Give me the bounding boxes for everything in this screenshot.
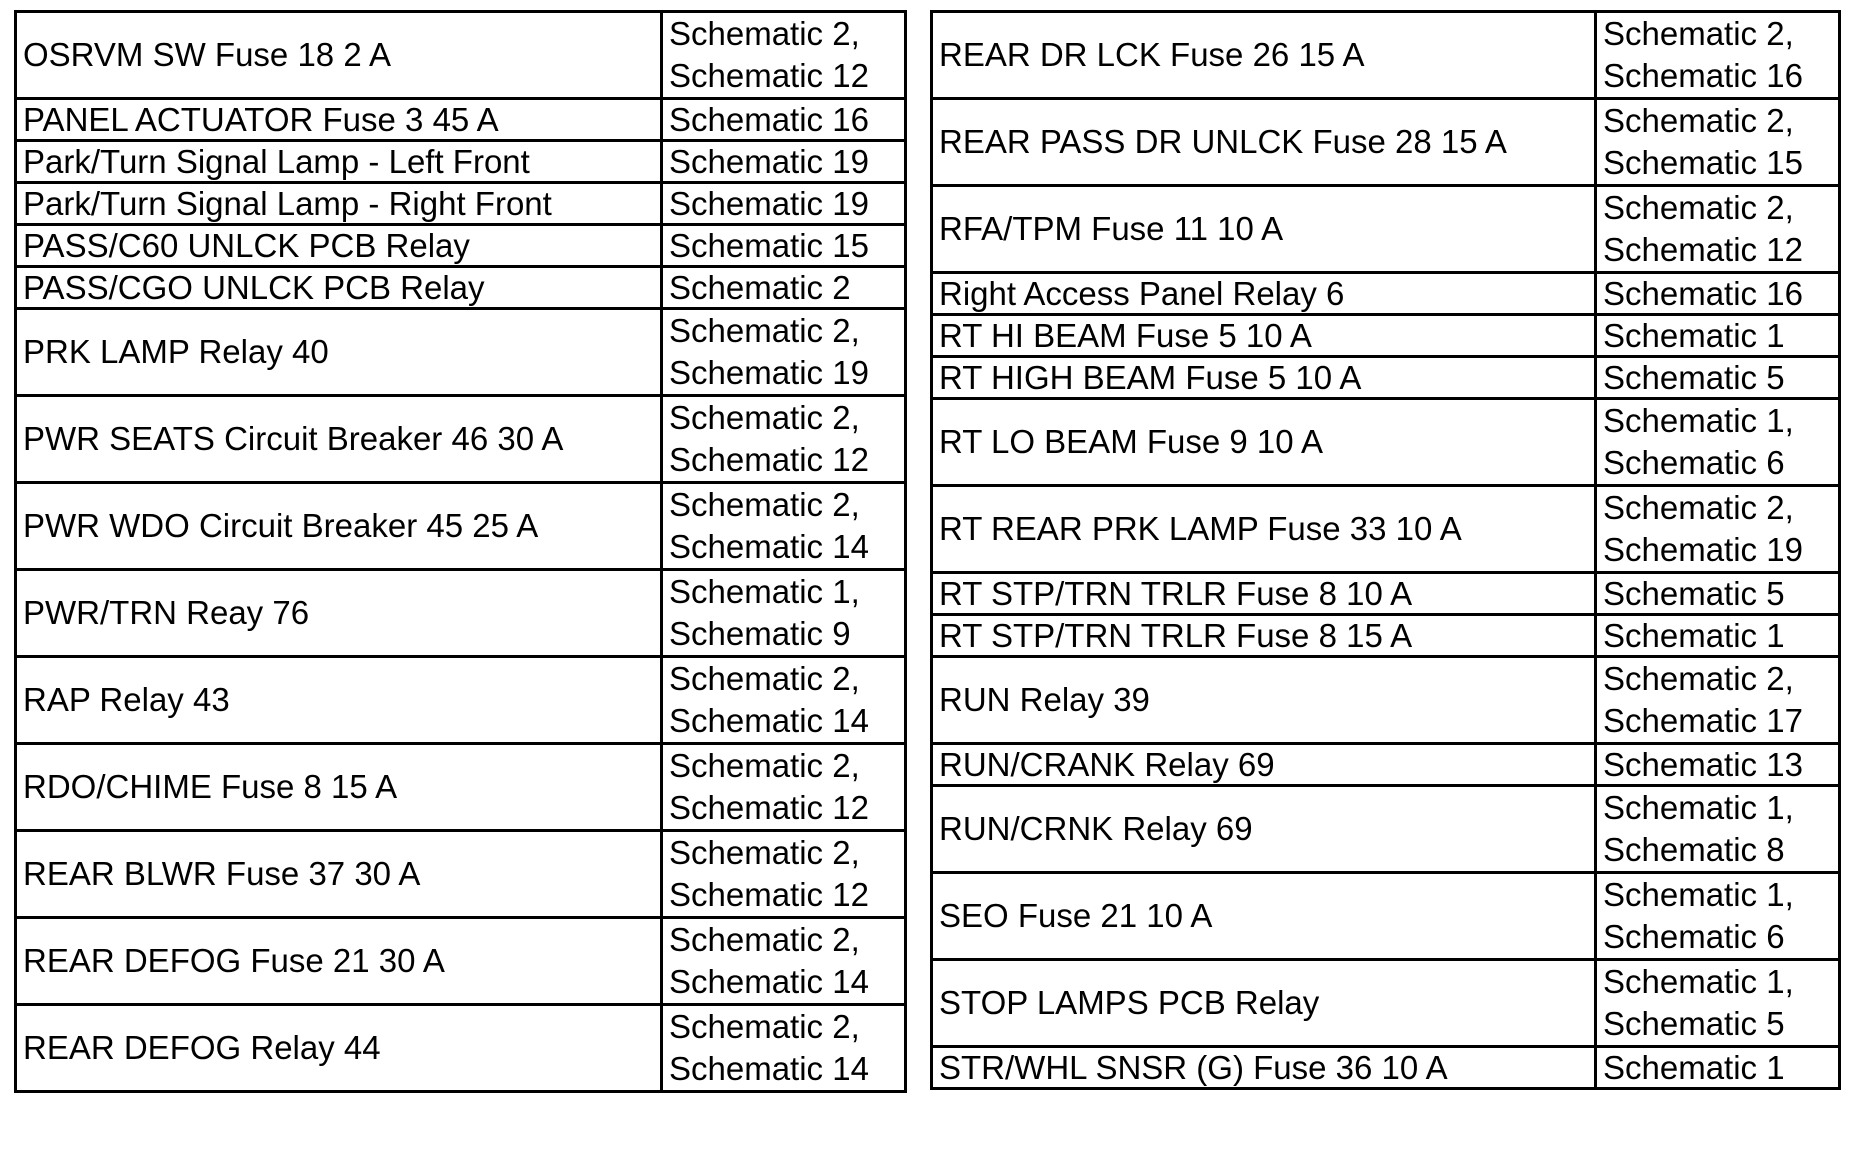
schematic-reference-cell bbox=[1596, 960, 1840, 1047]
schematic-reference-cell bbox=[662, 831, 906, 918]
table-row bbox=[932, 744, 1840, 786]
left-index-table bbox=[14, 10, 907, 1093]
component-name-cell: RUN Relay 39 bbox=[932, 657, 1596, 744]
schematic-reference-cell bbox=[662, 141, 906, 183]
component-name-cell: RDO/CHIME Fuse 8 15 A bbox=[16, 744, 662, 831]
table-row bbox=[932, 12, 1840, 99]
schematic-reference: Schematic 2, bbox=[669, 399, 860, 436]
schematic-reference: Schematic 1, bbox=[669, 573, 860, 610]
component-name-cell: RAP Relay 43 bbox=[16, 657, 662, 744]
table-row bbox=[16, 570, 906, 657]
component-name-cell: RT STP/TRN TRLR Fuse 8 10 A bbox=[932, 573, 1596, 615]
table-row bbox=[932, 615, 1840, 657]
schematic-reference: Schematic 12 bbox=[669, 789, 869, 826]
schematic-reference-cell bbox=[1596, 315, 1840, 357]
component-name-cell: REAR DR LCK Fuse 26 15 A bbox=[932, 12, 1596, 99]
schematic-reference: Schematic 2, bbox=[669, 1008, 860, 1045]
schematic-reference: Schematic 1, bbox=[1603, 789, 1794, 826]
schematic-reference-cell bbox=[662, 570, 906, 657]
schematic-reference-cell bbox=[1596, 273, 1840, 315]
schematic-reference: Schematic 5 bbox=[1603, 575, 1785, 612]
table-row bbox=[16, 141, 906, 183]
table-row bbox=[16, 225, 906, 267]
schematic-reference-cell bbox=[662, 396, 906, 483]
schematic-reference-cell bbox=[662, 918, 906, 1005]
schematic-reference-cell bbox=[662, 12, 906, 99]
schematic-reference-cell bbox=[662, 483, 906, 570]
schematic-reference: Schematic 12 bbox=[669, 876, 869, 913]
table-row bbox=[16, 396, 906, 483]
schematic-reference-cell bbox=[1596, 99, 1840, 186]
table-row bbox=[16, 99, 906, 141]
table-row bbox=[16, 744, 906, 831]
component-name-cell: PWR SEATS Circuit Breaker 46 30 A bbox=[16, 396, 662, 483]
table-row bbox=[932, 573, 1840, 615]
table-row bbox=[932, 357, 1840, 399]
component-name-cell: REAR PASS DR UNLCK Fuse 28 15 A bbox=[932, 99, 1596, 186]
schematic-reference-cell bbox=[1596, 573, 1840, 615]
component-name-cell: Right Access Panel Relay 6 bbox=[932, 273, 1596, 315]
schematic-reference: Schematic 2, bbox=[669, 747, 860, 784]
schematic-reference: Schematic 6 bbox=[1603, 444, 1785, 481]
schematic-reference: Schematic 12 bbox=[669, 57, 869, 94]
component-name-cell: RT STP/TRN TRLR Fuse 8 15 A bbox=[932, 615, 1596, 657]
schematic-reference-cell bbox=[1596, 12, 1840, 99]
schematic-reference-cell bbox=[1596, 615, 1840, 657]
schematic-reference: Schematic 1, bbox=[1603, 876, 1794, 913]
schematic-reference-cell bbox=[1596, 786, 1840, 873]
schematic-reference: Schematic 2, bbox=[669, 15, 860, 52]
schematic-reference: Schematic 2, bbox=[1603, 189, 1794, 226]
schematic-reference-cell bbox=[662, 1005, 906, 1092]
component-name-cell: PRK LAMP Relay 40 bbox=[16, 309, 662, 396]
schematic-reference-cell bbox=[1596, 873, 1840, 960]
table-row bbox=[16, 657, 906, 744]
schematic-reference: Schematic 15 bbox=[1603, 144, 1803, 181]
schematic-reference-cell bbox=[662, 744, 906, 831]
table-row bbox=[16, 12, 906, 99]
component-name-cell: RUN/CRNK Relay 69 bbox=[932, 786, 1596, 873]
schematic-reference-cell bbox=[1596, 357, 1840, 399]
schematic-reference: Schematic 2, bbox=[669, 834, 860, 871]
schematic-reference: Schematic 2, bbox=[669, 486, 860, 523]
schematic-reference: Schematic 8 bbox=[1603, 831, 1785, 868]
schematic-reference: Schematic 1, bbox=[1603, 402, 1794, 439]
table-row bbox=[932, 1047, 1840, 1089]
schematic-reference: Schematic 2, bbox=[1603, 102, 1794, 139]
schematic-reference: Schematic 5 bbox=[1603, 1005, 1785, 1042]
schematic-reference: Schematic 19 bbox=[669, 185, 869, 222]
schematic-reference-cell bbox=[1596, 657, 1840, 744]
table-row bbox=[16, 831, 906, 918]
table-row bbox=[932, 273, 1840, 315]
schematic-reference: Schematic 2, bbox=[669, 660, 860, 697]
schematic-reference-cell bbox=[1596, 399, 1840, 486]
component-name-cell: RT HIGH BEAM Fuse 5 10 A bbox=[932, 357, 1596, 399]
table-row bbox=[16, 483, 906, 570]
schematic-reference: Schematic 16 bbox=[669, 101, 869, 138]
schematic-reference: Schematic 14 bbox=[669, 1050, 869, 1087]
component-name-cell: STR/WHL SNSR (G) Fuse 36 10 A bbox=[932, 1047, 1596, 1089]
component-name-cell: RT HI BEAM Fuse 5 10 A bbox=[932, 315, 1596, 357]
schematic-reference-cell bbox=[662, 267, 906, 309]
component-name-cell: PASS/C60 UNLCK PCB Relay bbox=[16, 225, 662, 267]
component-name-cell: RT LO BEAM Fuse 9 10 A bbox=[932, 399, 1596, 486]
component-name-cell: RT REAR PRK LAMP Fuse 33 10 A bbox=[932, 486, 1596, 573]
table-row bbox=[16, 1005, 906, 1092]
schematic-reference: Schematic 14 bbox=[669, 702, 869, 739]
table-row bbox=[16, 309, 906, 396]
component-name-cell: PANEL ACTUATOR Fuse 3 45 A bbox=[16, 99, 662, 141]
component-name-cell: Park/Turn Signal Lamp - Right Front bbox=[16, 183, 662, 225]
schematic-reference-cell bbox=[1596, 744, 1840, 786]
right-index-table bbox=[930, 10, 1841, 1090]
component-name-cell: STOP LAMPS PCB Relay bbox=[932, 960, 1596, 1047]
schematic-reference: Schematic 16 bbox=[1603, 275, 1803, 312]
component-name-cell: REAR DEFOG Fuse 21 30 A bbox=[16, 918, 662, 1005]
component-name-cell: OSRVM SW Fuse 18 2 A bbox=[16, 12, 662, 99]
schematic-reference-cell bbox=[662, 309, 906, 396]
component-name-cell: PASS/CGO UNLCK PCB Relay bbox=[16, 267, 662, 309]
component-name-cell: RUN/CRANK Relay 69 bbox=[932, 744, 1596, 786]
schematic-reference-cell bbox=[662, 183, 906, 225]
table-row bbox=[932, 486, 1840, 573]
table-row bbox=[932, 99, 1840, 186]
schematic-reference-cell bbox=[662, 225, 906, 267]
schematic-reference: Schematic 12 bbox=[669, 441, 869, 478]
schematic-reference: Schematic 12 bbox=[1603, 231, 1803, 268]
schematic-reference: Schematic 19 bbox=[669, 354, 869, 391]
table-row bbox=[932, 873, 1840, 960]
component-name-cell: PWR/TRN Reay 76 bbox=[16, 570, 662, 657]
schematic-reference-cell bbox=[662, 99, 906, 141]
schematic-reference: Schematic 14 bbox=[669, 528, 869, 565]
schematic-reference-cell bbox=[1596, 1047, 1840, 1089]
component-name-cell: SEO Fuse 21 10 A bbox=[932, 873, 1596, 960]
schematic-reference: Schematic 14 bbox=[669, 963, 869, 1000]
table-row bbox=[932, 786, 1840, 873]
schematic-reference: Schematic 2, bbox=[669, 312, 860, 349]
schematic-reference: Schematic 2, bbox=[669, 921, 860, 958]
schematic-reference: Schematic 6 bbox=[1603, 918, 1785, 955]
schematic-reference-cell bbox=[1596, 186, 1840, 273]
schematic-reference: Schematic 2 bbox=[669, 269, 851, 306]
schematic-reference: Schematic 1 bbox=[1603, 1049, 1785, 1086]
component-name-cell: REAR DEFOG Relay 44 bbox=[16, 1005, 662, 1092]
component-name-cell: REAR BLWR Fuse 37 30 A bbox=[16, 831, 662, 918]
schematic-reference: Schematic 1 bbox=[1603, 617, 1785, 654]
schematic-reference: Schematic 19 bbox=[1603, 531, 1803, 568]
component-name-cell: RFA/TPM Fuse 11 10 A bbox=[932, 186, 1596, 273]
schematic-reference: Schematic 5 bbox=[1603, 359, 1785, 396]
schematic-reference: Schematic 13 bbox=[1603, 746, 1803, 783]
component-name-cell: Park/Turn Signal Lamp - Left Front bbox=[16, 141, 662, 183]
schematic-reference: Schematic 9 bbox=[669, 615, 851, 652]
schematic-reference: Schematic 2, bbox=[1603, 660, 1794, 697]
schematic-reference: Schematic 1, bbox=[1603, 963, 1794, 1000]
schematic-reference: Schematic 1 bbox=[1603, 317, 1785, 354]
schematic-reference-cell bbox=[662, 657, 906, 744]
schematic-reference: Schematic 2, bbox=[1603, 489, 1794, 526]
table-row bbox=[932, 960, 1840, 1047]
table-row bbox=[932, 657, 1840, 744]
table-row bbox=[16, 918, 906, 1005]
schematic-reference-cell bbox=[1596, 486, 1840, 573]
schematic-reference: Schematic 2, bbox=[1603, 15, 1794, 52]
table-row bbox=[16, 267, 906, 309]
schematic-reference: Schematic 17 bbox=[1603, 702, 1803, 739]
table-row bbox=[932, 315, 1840, 357]
schematic-reference: Schematic 15 bbox=[669, 227, 869, 264]
table-row bbox=[932, 399, 1840, 486]
table-row bbox=[932, 186, 1840, 273]
component-name-cell: PWR WDO Circuit Breaker 45 25 A bbox=[16, 483, 662, 570]
table-row bbox=[16, 183, 906, 225]
schematic-reference: Schematic 16 bbox=[1603, 57, 1803, 94]
schematic-reference: Schematic 19 bbox=[669, 143, 869, 180]
